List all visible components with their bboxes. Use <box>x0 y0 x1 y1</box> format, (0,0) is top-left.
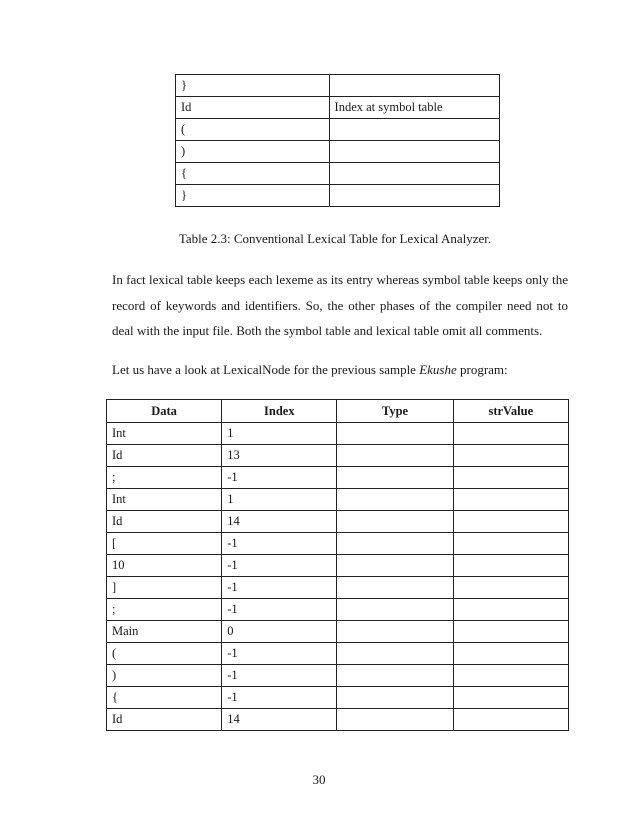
table-cell: ; <box>107 467 222 489</box>
table-cell: -1 <box>222 577 337 599</box>
column-header-data: Data <box>107 400 222 423</box>
table-cell <box>337 643 453 665</box>
table-cell <box>337 445 453 467</box>
table-cell: ) <box>176 141 330 163</box>
table-row <box>107 445 569 467</box>
table-cell <box>453 423 568 445</box>
table-cell <box>337 423 453 445</box>
table-cell: } <box>176 185 330 207</box>
table-cell <box>453 511 568 533</box>
table-cell <box>337 555 453 577</box>
table-row <box>107 423 569 445</box>
table-cell <box>337 511 453 533</box>
table-caption-text: Table 2.3: Conventional Lexical Table for Lexical Analyzer. <box>178 231 492 246</box>
table-cell: Int <box>107 423 222 445</box>
table-cell: 1 <box>222 489 337 511</box>
body-paragraph <box>112 357 568 383</box>
table-header-row <box>107 400 569 423</box>
table-row <box>107 643 569 665</box>
table-cell <box>453 665 568 687</box>
table-cell <box>453 489 568 511</box>
table-cell: { <box>107 687 222 709</box>
table-row <box>107 599 569 621</box>
table-row <box>176 75 500 97</box>
table-cell: 13 <box>222 445 337 467</box>
table-cell: -1 <box>222 599 337 621</box>
program-name: Ekushe <box>419 362 457 377</box>
body-paragraph: In fact lexical table keeps each lexeme as its entry whereas symbol table keeps only the record of keywords and identifiers. So, the other phases of the compiler need not to deal with the input file. Both the symbol table and lexical table omit all comments. <box>112 272 568 338</box>
table-cell: 14 <box>222 709 337 731</box>
table-row <box>176 141 500 163</box>
table-cell: 0 <box>222 621 337 643</box>
table-cell: -1 <box>222 555 337 577</box>
table-cell: [ <box>107 533 222 555</box>
table-row <box>107 467 569 489</box>
table-cell: Id <box>107 511 222 533</box>
paragraph-text: Let us have a look at LexicalNode for the previous sample <box>112 362 420 377</box>
table-cell <box>337 533 453 555</box>
table-cell <box>329 163 499 185</box>
table-row <box>107 533 569 555</box>
table-cell: Id <box>176 97 330 119</box>
table-cell <box>329 119 499 141</box>
table-cell <box>337 577 453 599</box>
table-cell <box>337 709 453 731</box>
table-row <box>107 665 569 687</box>
table-cell <box>453 467 568 489</box>
table-cell: -1 <box>222 665 337 687</box>
paragraph-text: program: <box>456 362 508 377</box>
table-row <box>107 511 569 533</box>
table-cell <box>453 599 568 621</box>
table-cell: Id <box>107 445 222 467</box>
table-row <box>176 97 500 119</box>
table-cell: 14 <box>222 511 337 533</box>
table-cell <box>453 643 568 665</box>
column-header-type: Type <box>337 400 453 423</box>
table-caption <box>0 231 638 247</box>
table-cell: ] <box>107 577 222 599</box>
lexical-node-table <box>106 399 569 731</box>
table-cell <box>453 533 568 555</box>
table-cell: } <box>176 75 330 97</box>
table-cell: Int <box>107 489 222 511</box>
table-cell <box>329 185 499 207</box>
table-cell: -1 <box>222 467 337 489</box>
table-cell <box>337 665 453 687</box>
table-cell <box>329 141 499 163</box>
table-cell: Index at symbol table <box>329 97 499 119</box>
table-cell: -1 <box>222 643 337 665</box>
table-cell <box>453 687 568 709</box>
table-cell <box>337 687 453 709</box>
table-cell <box>337 599 453 621</box>
table-cell <box>453 709 568 731</box>
table-cell: -1 <box>222 687 337 709</box>
table-cell <box>329 75 499 97</box>
table-cell: ) <box>107 665 222 687</box>
table-row <box>107 555 569 577</box>
column-header-index: Index <box>222 400 337 423</box>
table-cell <box>453 621 568 643</box>
table-row <box>176 163 500 185</box>
table-cell: ; <box>107 599 222 621</box>
table-cell: -1 <box>222 533 337 555</box>
page-number: 30 <box>312 772 326 787</box>
table-cell <box>337 489 453 511</box>
table-row <box>107 489 569 511</box>
table-cell: 10 <box>107 555 222 577</box>
table-cell: Main <box>107 621 222 643</box>
table-cell <box>453 577 568 599</box>
table-row <box>176 119 500 141</box>
table-row <box>107 621 569 643</box>
table-cell: 1 <box>222 423 337 445</box>
lexical-table-continued <box>175 74 500 207</box>
table-cell <box>453 445 568 467</box>
column-header-strvalue: strValue <box>453 400 568 423</box>
table-cell <box>337 621 453 643</box>
table-cell: ( <box>107 643 222 665</box>
table-cell: Id <box>107 709 222 731</box>
table-cell <box>453 555 568 577</box>
table-row <box>107 687 569 709</box>
table-row <box>107 709 569 731</box>
table-cell: ( <box>176 119 330 141</box>
table-cell <box>337 467 453 489</box>
table-row <box>176 185 500 207</box>
table-row <box>107 577 569 599</box>
table-cell: { <box>176 163 330 185</box>
